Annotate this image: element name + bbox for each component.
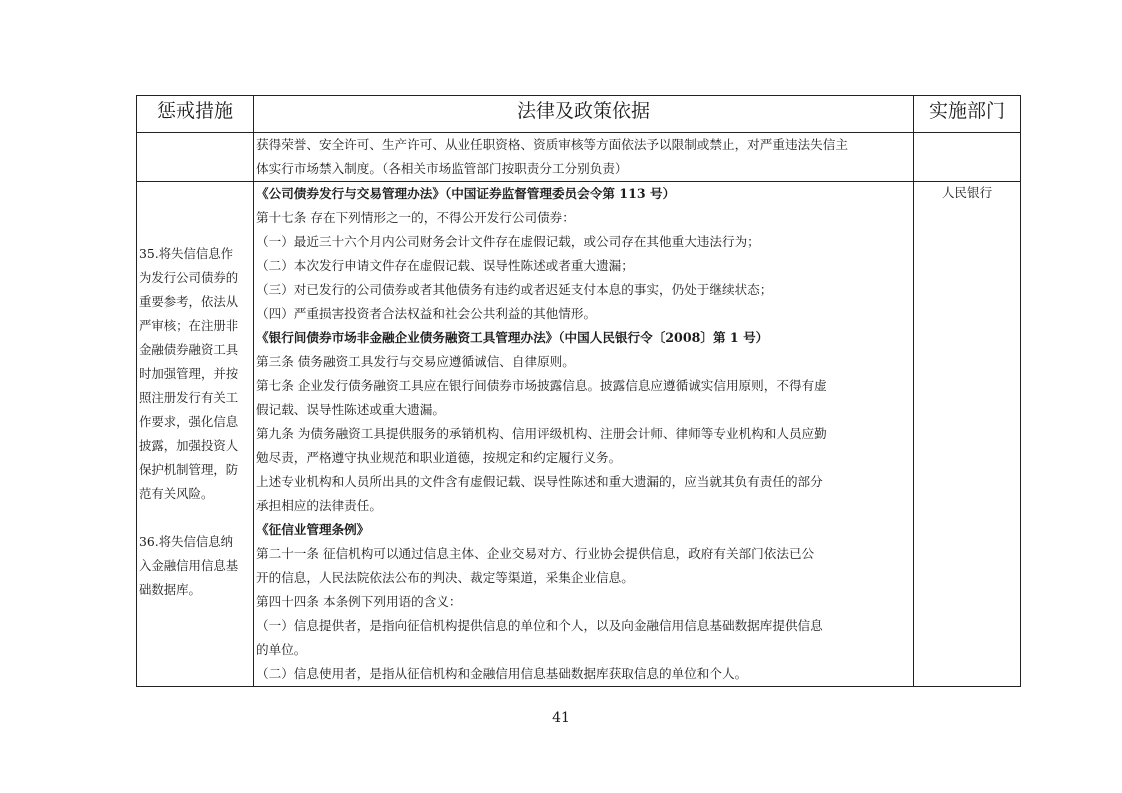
law-title: 《公司债券发行与交易管理办法》（中国证券监督管理委员会令第 113 号）	[256, 186, 676, 201]
law-article-line: （一）信息提供者，是指向征信机构提供信息的单位和个人，以及向金融信用信息基础数据库提供信息	[256, 618, 823, 633]
law-article-line: （三）对已发行的公司债券或者其他债务有违约或者迟延支付本息的事实，仍处于继续状态；	[256, 282, 773, 297]
measure-35-line: 作要求，强化信息	[139, 414, 239, 429]
law-article-line: 假记载、误导性陈述或重大遗漏。	[256, 402, 445, 417]
law-article-line: （二）本次发行申请文件存在虚假记载、误导性陈述或者重大遗漏；	[256, 258, 634, 273]
law-article-line: 勉尽责，严格遵守执业规范和职业道德，按规定和约定履行义务。	[256, 450, 622, 465]
measure-35-line: 披露，加强投资人	[139, 438, 239, 453]
measure-35-line: 保护机制管理，防	[139, 462, 239, 477]
table-row	[137, 133, 1021, 182]
law-article-line: 第三条 债务融资工具发行与交易应遵循诚信、自律原则。	[256, 354, 575, 369]
table-header-row	[137, 96, 1021, 133]
measure-36-line: 础数据库。	[139, 582, 201, 597]
law-article-line: 承担相应的法律责任。	[256, 498, 382, 513]
law-article-line: 开的信息，人民法院依法公布的判决、裁定等渠道，采集企业信息。	[256, 570, 634, 585]
row1-measures-cell	[137, 133, 254, 182]
law-article-line: 第二十一条 征信机构可以通过信息主体、企业交易对方、行业协会提供信息，政府有关部门依法已公	[256, 546, 815, 561]
measure-35-line: 重要参考，依法从	[139, 294, 239, 309]
header-basis: 法律及政策依据	[254, 96, 914, 133]
law-article-line: 第四十四条 本条例下列用语的含义：	[256, 594, 462, 609]
law-title: 《银行间债券市场非金融企业债务融资工具管理办法》（中国人民银行令〔2008〕第 1 号）	[256, 330, 769, 345]
measure-35-line: 时加强管理，并按	[139, 366, 239, 381]
measure-35-line: 范有关风险。	[139, 486, 214, 501]
row2-department-cell: 人民银行	[914, 182, 1021, 687]
law-article-line: （一）最近三十六个月内公司财务会计文件存在虚假记载，或公司存在其他重大违法行为；	[256, 234, 760, 249]
law-article-line: 的单位。	[256, 642, 307, 657]
row1-basis-cell	[254, 133, 914, 182]
law-article-line: 第七条 企业发行债务融资工具应在银行间债券市场披露信息。披露信息应遵循诚实信用原则，不得有虚	[256, 378, 827, 393]
law-article-line: 上述专业机构和人员所出具的文件含有虚假记载、误导性陈述和重大遗漏的，应当就其负有责任的部分	[256, 474, 823, 489]
measure-35-line: 金融债券融资工具	[139, 342, 239, 357]
law-article-line: （二）信息使用者，是指从征信机构和金融信用信息基础数据库获取信息的单位和个人。	[256, 666, 748, 681]
row1-department-cell	[914, 133, 1021, 182]
law-article-line: 第十七条 存在下列情形之一的，不得公开发行公司债券：	[256, 210, 575, 225]
law-title: 《征信业管理条例》	[256, 522, 370, 537]
measure-35-line: 严审核；在注册非	[139, 318, 239, 333]
row2-basis-cell	[254, 182, 914, 687]
measure-35-line: 照注册发行有关工	[139, 390, 239, 405]
page-number: 41	[552, 710, 570, 726]
basis-text-line: 获得荣誉、安全许可、生产许可、从业任职资格、资质审核等方面依法予以限制或禁止，对严重违法失信主	[256, 137, 848, 152]
law-article-line: （四）严重损害投资者合法权益和社会公共利益的其他情形。	[256, 306, 597, 321]
policy-table	[136, 95, 1021, 687]
header-department: 实施部门	[914, 96, 1021, 133]
row2-measures-cell	[137, 182, 254, 687]
measure-36-line: 入金融信用信息基	[139, 558, 239, 573]
table-row	[137, 182, 1021, 687]
header-measures: 惩戒措施	[137, 96, 254, 133]
measure-35-line: 35.将失信信息作	[139, 246, 234, 261]
measure-35-line: 为发行公司债券的	[139, 270, 239, 285]
basis-text-line: 体实行市场禁入制度。（各相关市场监管部门按职责分工分别负责）	[256, 161, 628, 176]
law-article-line: 第九条 为债务融资工具提供服务的承销机构、信用评级机构、注册会计师、律师等专业机构和人员应勤	[256, 426, 827, 441]
measure-36-line: 36.将失信信息纳	[139, 534, 234, 549]
